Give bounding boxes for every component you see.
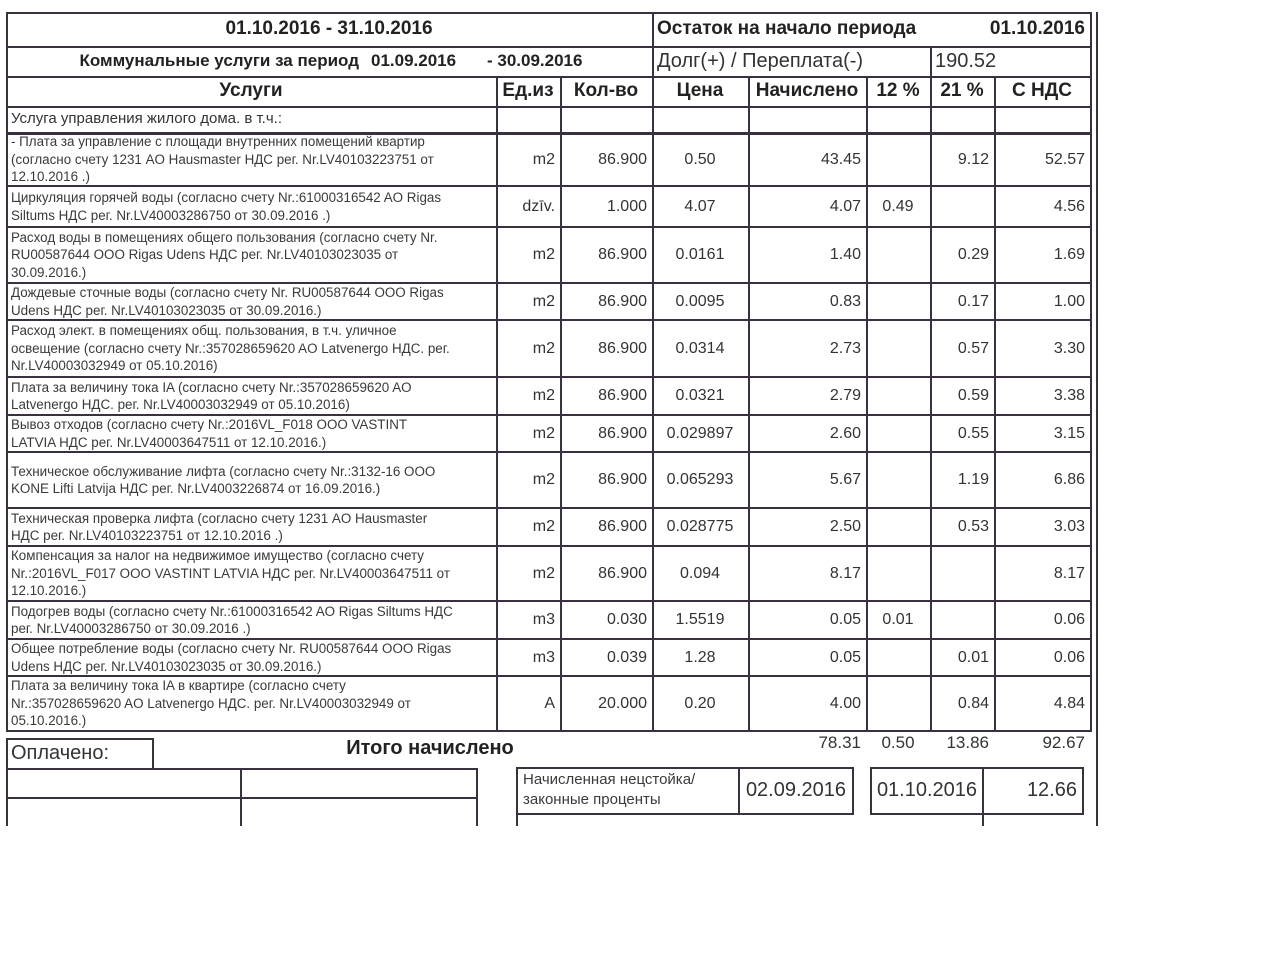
vat21-cell: 0.55 bbox=[957, 424, 989, 442]
total-label: Итого начислено bbox=[346, 737, 514, 759]
vat21-cell: 0.57 bbox=[957, 339, 989, 357]
paid-entry-field[interactable] bbox=[8, 770, 238, 796]
quantity-cell: 1.000 bbox=[606, 197, 647, 215]
column-header-price: Цена bbox=[676, 80, 724, 101]
service-description: Плата за величину тока IA в квартире (согласно счету Nr.:357028659620 AO Latvenergo НДС. рег. Nr.LV40003032949 от 05.10.2016.) bbox=[11, 678, 411, 729]
quantity-cell: 86.900 bbox=[598, 471, 647, 488]
unit-cell: m2 bbox=[532, 564, 555, 582]
charged-cell: 2.79 bbox=[829, 387, 861, 404]
service-description: - Плата за управление с площади внутренних помещений квартир (согласно счету 1231 AO Hausmaster НДС рег. Nr.LV40103223751 от 12.10.2016 .) bbox=[11, 134, 434, 185]
total-cell: 1.69 bbox=[1053, 246, 1085, 263]
column-header-unit: Ед.из bbox=[502, 80, 554, 101]
balance-label: Остаток на начало периода bbox=[657, 18, 917, 39]
total-cell: 4.84 bbox=[1053, 694, 1085, 712]
total-cell: 3.15 bbox=[1053, 424, 1085, 442]
charged-cell: 5.67 bbox=[829, 471, 861, 488]
total-charged: 78.31 bbox=[818, 733, 861, 752]
period-title: 01.10.2016 - 31.10.2016 bbox=[225, 18, 433, 39]
vat21-cell: 0.84 bbox=[957, 694, 989, 712]
total-cell: 3.38 bbox=[1053, 387, 1085, 404]
vat21-cell: 1.19 bbox=[957, 471, 989, 488]
table-rule bbox=[870, 813, 1084, 815]
total-vat21: 13.86 bbox=[946, 733, 989, 752]
unit-cell: m2 bbox=[532, 424, 555, 442]
quantity-cell: 86.900 bbox=[598, 292, 647, 310]
service-description: Вывоз отходов (согласно счету Nr.:2016VL_F018 OOO VASTINT LATVIA НДС рег. Nr.LV40003647511 от 12.10.2016.) bbox=[11, 417, 408, 450]
balance-date: 01.10.2016 bbox=[989, 18, 1085, 39]
price-cell: 1.5519 bbox=[675, 611, 725, 628]
vat12-cell bbox=[866, 320, 930, 377]
vat21-cell bbox=[930, 186, 994, 227]
total-cell: 4.56 bbox=[1053, 197, 1085, 215]
vat12-cell: 0.01 bbox=[882, 611, 914, 628]
price-cell: 4.07 bbox=[684, 197, 716, 215]
vat21-cell: 0.01 bbox=[957, 648, 989, 666]
service-description: Техническое обслуживание лифта (согласно счету Nr.:3132-16 OOO KONE Lifti Latvija НДС рег. Nr.LV4003226874 от 16.09.2016.) bbox=[11, 463, 436, 496]
vat12-cell bbox=[866, 133, 930, 186]
total-vat12: 0.50 bbox=[881, 733, 915, 752]
price-cell: 0.0321 bbox=[675, 387, 725, 404]
total-cell: 3.30 bbox=[1053, 339, 1085, 357]
service-description: Компенсация за налог на недвижимое имущество (согласно счету Nr.:2016VL_F017 OOO VASTINT LATVIA НДС рег. Nr.LV40003647511 от 12.10.2016.) bbox=[11, 548, 450, 599]
column-header-vat21: 21 % bbox=[940, 80, 984, 101]
unit-cell: A bbox=[544, 694, 555, 712]
unit-cell: m3 bbox=[532, 648, 555, 666]
quantity-cell: 86.900 bbox=[598, 424, 647, 442]
penalty-from-date: 02.09.2016 bbox=[745, 779, 847, 801]
table-rule bbox=[516, 813, 854, 815]
price-cell: 0.094 bbox=[679, 564, 721, 582]
unit-cell: m2 bbox=[532, 246, 555, 263]
total-cell: 8.17 bbox=[1053, 564, 1085, 582]
vat12-cell bbox=[866, 283, 930, 320]
charged-cell: 2.50 bbox=[829, 518, 861, 535]
vat12-cell bbox=[866, 415, 930, 452]
total-cell: 6.86 bbox=[1053, 471, 1085, 488]
table-rule bbox=[476, 768, 478, 826]
price-cell: 0.20 bbox=[684, 694, 716, 712]
charged-cell: 0.05 bbox=[829, 611, 861, 628]
total-cell: 1.00 bbox=[1053, 292, 1085, 310]
price-cell: 0.0314 bbox=[675, 339, 725, 357]
penalty-amount: 12.66 bbox=[1026, 779, 1077, 801]
unit-cell: m2 bbox=[532, 387, 555, 404]
total-cell: 0.06 bbox=[1053, 648, 1085, 666]
quantity-cell: 86.900 bbox=[598, 518, 647, 535]
debt-value: 190.52 bbox=[935, 50, 997, 72]
column-header-vat12: 12 % bbox=[876, 80, 920, 101]
charged-cell: 1.40 bbox=[829, 246, 861, 263]
vat21-cell: 0.29 bbox=[957, 246, 989, 263]
service-description: Общее потребление воды (согласно счету Nr. RU00587644 OOO Rigas Udens НДС рег. Nr.LV40103023035 от 30.09.2016.) bbox=[11, 641, 452, 674]
charged-cell: 4.00 bbox=[829, 694, 861, 712]
table-rule bbox=[152, 738, 154, 770]
column-header-qty: Кол-во bbox=[573, 80, 639, 101]
total-cell: 0.06 bbox=[1053, 611, 1085, 628]
vat12-cell bbox=[866, 546, 930, 601]
quantity-cell: 0.030 bbox=[606, 611, 647, 628]
unit-cell: m2 bbox=[532, 339, 555, 357]
table-rule bbox=[852, 767, 854, 813]
price-cell: 0.0095 bbox=[675, 292, 725, 310]
price-cell: 0.065293 bbox=[666, 471, 734, 488]
utilities-from: 01.09.2016 bbox=[371, 51, 457, 70]
total-cell: 3.03 bbox=[1053, 518, 1085, 535]
vat12-cell bbox=[866, 227, 930, 283]
vat12-cell bbox=[866, 639, 930, 676]
charged-cell: 2.73 bbox=[829, 339, 861, 357]
penalty-label: Начисленная нецстойка/ законные проценты bbox=[523, 771, 696, 808]
vat12-cell: 0.49 bbox=[882, 197, 914, 215]
quantity-cell: 86.900 bbox=[598, 564, 647, 582]
price-cell: 0.028775 bbox=[666, 518, 734, 535]
vat21-cell bbox=[930, 546, 994, 601]
quantity-cell: 86.900 bbox=[598, 387, 647, 404]
quantity-cell: 20.000 bbox=[598, 694, 647, 712]
service-description: Плата за величину тока IA (согласно счету Nr.:357028659620 AO Latvenergo НДС. рег. Nr.LV40003032949 от 05.10.2016) bbox=[11, 379, 412, 412]
price-cell: 0.0161 bbox=[675, 246, 725, 263]
column-header-total: С НДС bbox=[1012, 80, 1072, 101]
service-description: Расход элект. в помещениях общ. пользования, в т.ч. уличное освещение (согласно счету Nr.:357028659620 AO Latvenergo НДС. рег. Nr.LV40003032949 от 05.10.2016) bbox=[11, 323, 450, 374]
paid-entry-field[interactable] bbox=[242, 770, 474, 796]
vat12-cell bbox=[866, 508, 930, 546]
quantity-cell: 86.900 bbox=[598, 339, 647, 357]
unit-cell: m3 bbox=[532, 611, 555, 628]
section-title: Услуга управления жилого дома. в т.ч.: bbox=[11, 110, 282, 127]
vat21-cell: 9.12 bbox=[957, 150, 989, 168]
column-header-service: Услуги bbox=[219, 80, 283, 101]
penalty-to-date: 01.10.2016 bbox=[876, 779, 978, 801]
service-description: Дождевые сточные воды (согласно счету Nr. RU00587644 OOO Rigas Udens НДС рег. Nr.LV40103023035 от 30.09.2016.) bbox=[11, 285, 444, 318]
table-rule bbox=[1082, 767, 1084, 813]
charged-cell: 4.07 bbox=[829, 197, 861, 215]
vat21-cell: 0.17 bbox=[957, 292, 989, 310]
unit-cell: dzīv. bbox=[522, 197, 555, 215]
price-cell: 1.28 bbox=[684, 648, 716, 666]
table-rule bbox=[1090, 12, 1092, 732]
utilities-to: - 30.09.2016 bbox=[487, 51, 583, 70]
vat12-cell bbox=[866, 377, 930, 415]
paid-label: Оплачено: bbox=[11, 742, 110, 764]
charged-cell: 8.17 bbox=[829, 564, 861, 582]
service-description: Расход воды в помещениях общего пользования (согласно счету Nr. RU00587644 OOO Rigas Udens НДС рег. Nr.LV40103023035 от 30.09.2016.) bbox=[11, 229, 438, 280]
total-cell: 52.57 bbox=[1044, 150, 1085, 168]
service-description: Техническая проверка лифта (согласно счету 1231 AO Hausmaster НДС рег. Nr.LV40103223751 от 12.10.2016 .) bbox=[11, 510, 428, 543]
table-rule bbox=[6, 797, 478, 799]
total-sum: 92.67 bbox=[1042, 733, 1085, 752]
vat12-cell bbox=[866, 452, 930, 508]
column-header-charged: Начислено bbox=[755, 80, 859, 101]
unit-cell: m2 bbox=[532, 150, 555, 168]
unit-cell: m2 bbox=[532, 518, 555, 535]
quantity-cell: 86.900 bbox=[598, 246, 647, 263]
quantity-cell: 86.900 bbox=[598, 150, 647, 168]
vat21-cell: 0.53 bbox=[957, 518, 989, 535]
charged-cell: 0.05 bbox=[829, 648, 861, 666]
table-rule bbox=[1096, 12, 1098, 826]
price-cell: 0.029897 bbox=[666, 424, 734, 442]
charged-cell: 2.60 bbox=[829, 424, 861, 442]
vat12-cell bbox=[866, 676, 930, 731]
unit-cell: m2 bbox=[532, 292, 555, 310]
vat21-cell: 0.59 bbox=[957, 387, 989, 404]
debt-label: Долг(+) / Переплата(-) bbox=[657, 50, 864, 72]
utilities-label: Коммунальные услуги за период bbox=[79, 51, 359, 70]
price-cell: 0.50 bbox=[684, 150, 716, 168]
unit-cell: m2 bbox=[532, 471, 555, 488]
charged-cell: 43.45 bbox=[820, 150, 861, 168]
vat21-cell bbox=[930, 601, 994, 639]
service-description: Подогрев воды (согласно счету Nr.:61000316542 AO Rigas Siltums НДС рег. Nr.LV40003286750 от 30.09.2016 .) bbox=[11, 603, 453, 636]
service-description: Циркуляция горячей воды (согласно счету Nr.:61000316542 AO Rigas Siltums НДС рег. Nr.LV40003286750 от 30.09.2016 .) bbox=[11, 190, 442, 223]
quantity-cell: 0.039 bbox=[606, 648, 647, 666]
charged-cell: 0.83 bbox=[829, 292, 861, 310]
